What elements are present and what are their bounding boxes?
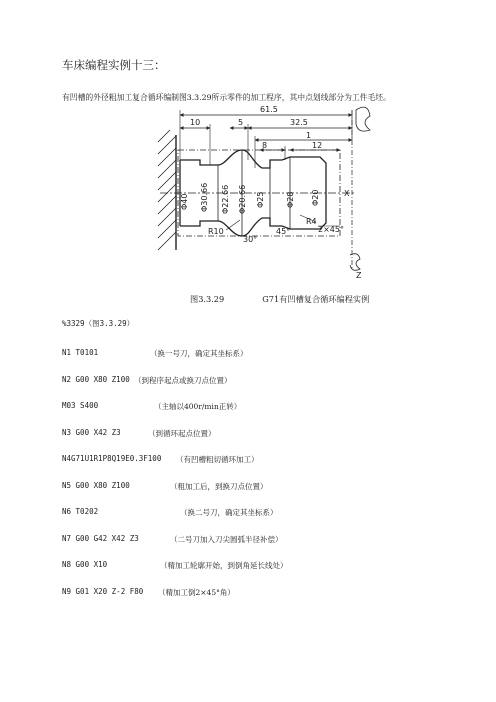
dim-dia40: Φ40 xyxy=(180,193,189,210)
dim-12: 12 xyxy=(312,141,323,150)
program-line xyxy=(62,401,242,411)
dim-32-5: 32.5 xyxy=(290,118,308,127)
part-drawing xyxy=(0,0,496,290)
dim-chamfer: 2×45° xyxy=(318,225,344,234)
axis-z-label: Z xyxy=(356,271,362,280)
axis-x-label: X xyxy=(344,189,350,198)
dim-8: 8 xyxy=(262,141,268,150)
program-line xyxy=(62,533,283,544)
program-comment: （二号刀加入刀尖圆弧半径补偿） xyxy=(170,534,283,544)
dim-dia20: Φ20 xyxy=(311,189,320,206)
program-code: N7 G00 G42 X42 Z3 xyxy=(62,533,139,543)
program-comment: （精加工倒2×45°角） xyxy=(158,587,235,597)
program-comment: （换一号刀，确定其坐标系） xyxy=(150,349,248,358)
program-line xyxy=(62,427,216,438)
dim-dia28: Φ28 xyxy=(286,191,295,208)
program-line xyxy=(62,507,278,517)
dim-10: 10 xyxy=(190,118,201,127)
dim-dia30-66: Φ30.66 xyxy=(200,182,209,212)
program-code: N1 T0101 xyxy=(62,348,99,357)
program-comment: （主轴以400r/min正转） xyxy=(154,402,242,411)
dim-r10: R10 xyxy=(208,227,224,236)
program-line xyxy=(62,560,288,570)
program-line xyxy=(62,374,232,385)
program-comment: （精加工轮廓开始，到倒角延长线处） xyxy=(160,561,288,570)
program-line xyxy=(62,454,259,464)
program-comment: （到循环起点位置） xyxy=(148,428,216,438)
break-mark xyxy=(356,107,370,131)
figure-title: G71有凹槽复合循环编程实例 xyxy=(262,294,370,304)
program-code: N9 G01 X20 Z-2 F80 xyxy=(62,586,144,596)
program-title: %3329（图3.3.29） xyxy=(62,319,135,328)
program-comment: （有凹槽粗切循环加工） xyxy=(176,455,259,464)
program-line xyxy=(62,348,248,358)
program-code: N3 G00 X42 Z3 xyxy=(62,427,121,437)
dim-r4: R4 xyxy=(306,217,317,226)
dim-30deg: 30° xyxy=(243,235,258,244)
program-code: N6 T0202 xyxy=(62,507,99,516)
program-code: N2 G00 X80 Z100 xyxy=(62,374,130,384)
program-line xyxy=(62,586,235,597)
program-code: M03 S400 xyxy=(62,401,99,410)
dim-dia22-66: Φ22.66 xyxy=(221,184,230,214)
dim-dia20-66: Φ20.66 xyxy=(238,184,247,214)
program-comment: （粗加工后，到换刀点位置） xyxy=(170,481,268,491)
figure-number: 图3.3.29 xyxy=(190,294,225,304)
intro-paragraph: 有凹槽的外径粗加工复合循环编制图3.3.29所示零件的加工程序，其中点划线部分为工件毛坯。 xyxy=(62,93,391,102)
page-heading: 车床编程实例十三： xyxy=(62,58,166,72)
dim-45deg: 45° xyxy=(276,227,291,236)
program-code: N4G71U1R1P8Q19E0.3F100 xyxy=(62,454,162,463)
z-axis-mark xyxy=(350,254,360,271)
dim-dia25: Φ25 xyxy=(256,191,265,208)
chuck-hatch xyxy=(156,130,178,250)
program-comment: （到程序起点或换刀点位置） xyxy=(134,375,232,385)
figure-caption xyxy=(190,294,369,305)
program-code: N5 G00 X80 Z100 xyxy=(62,480,130,490)
program-comment: （换二号刀，确定其坐标系） xyxy=(180,508,278,517)
program-line xyxy=(62,480,268,491)
dim-1: 1 xyxy=(306,131,312,140)
dim-overall: 61.5 xyxy=(260,105,278,114)
program-code: N8 G00 X10 xyxy=(62,560,108,569)
dim-5: 5 xyxy=(238,118,244,127)
